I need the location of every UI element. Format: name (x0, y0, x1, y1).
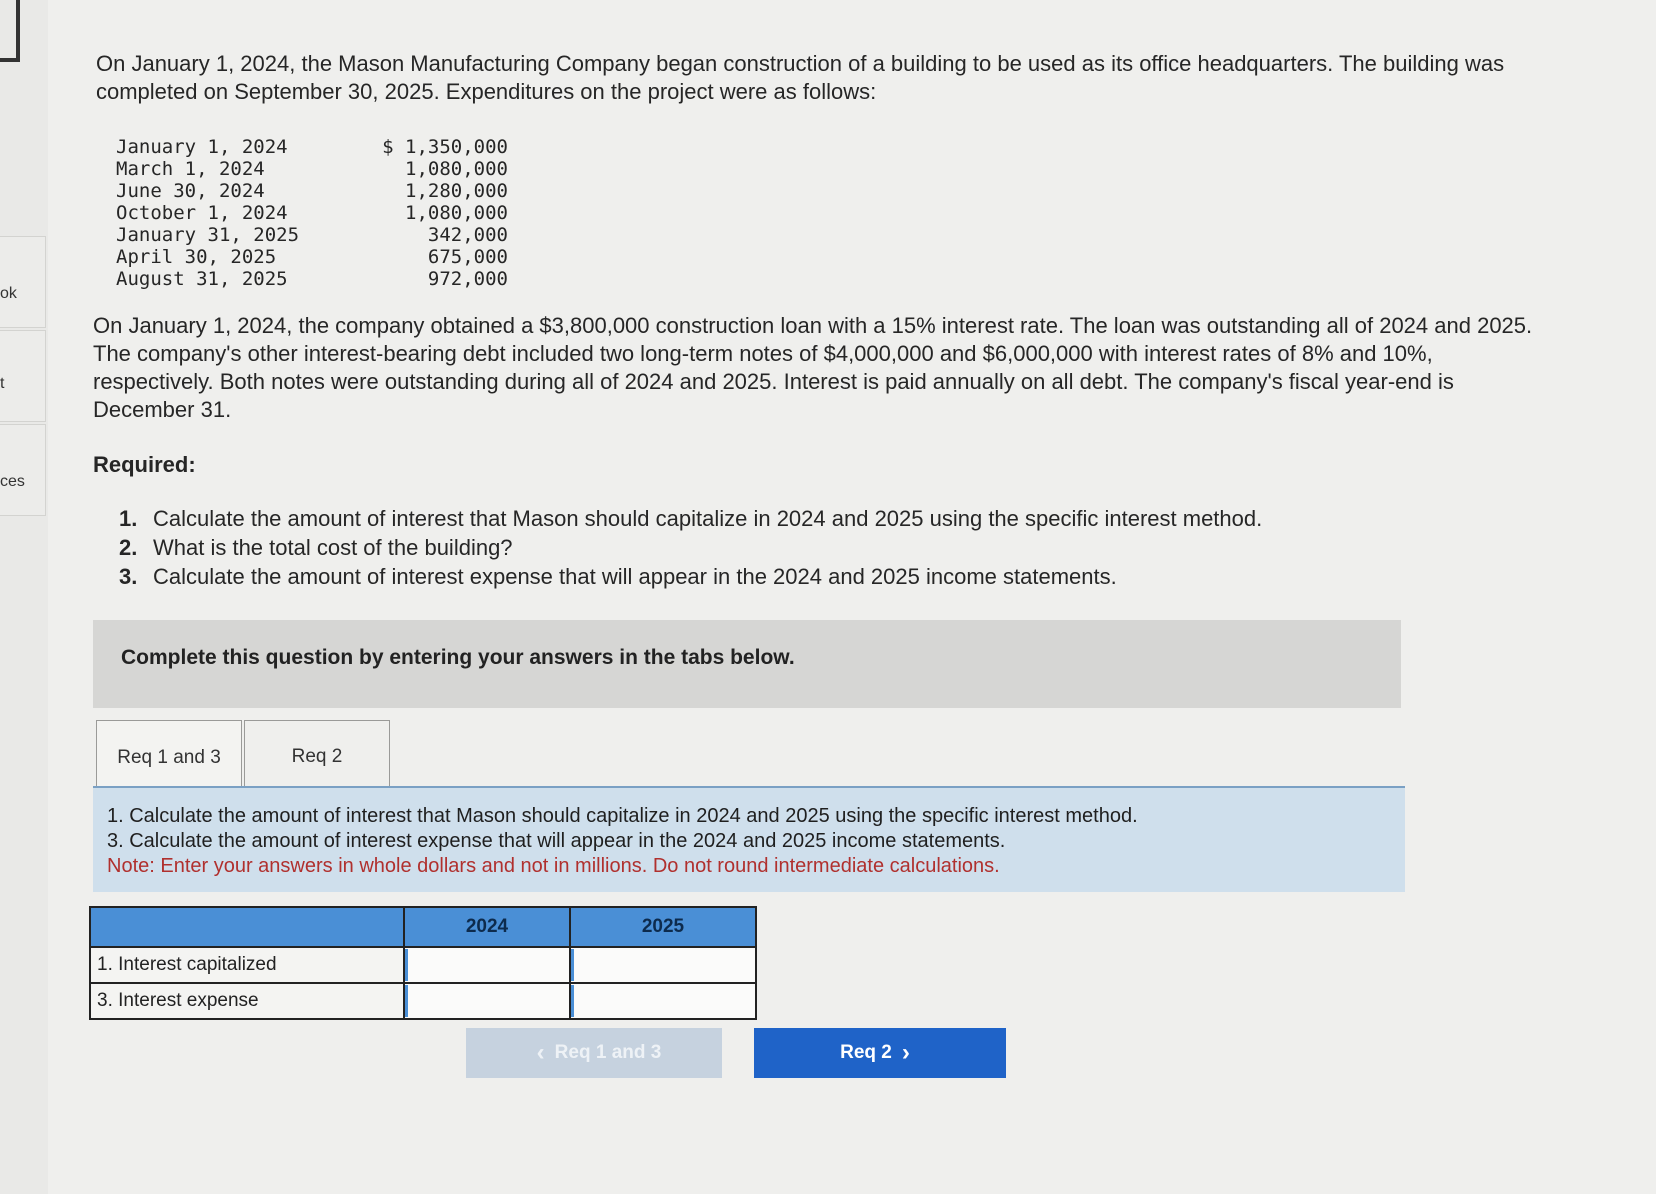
table-row (116, 136, 508, 158)
expenditure-amount: 1,280,000 (405, 180, 508, 202)
interest-expense-2025-input[interactable] (571, 985, 755, 1017)
chevron-right-icon: › (901, 1039, 910, 1066)
answer-table (89, 906, 757, 1020)
expenditures-table (116, 136, 508, 290)
expenditure-date: January 31, 2025 (116, 224, 300, 246)
expenditure-date: October 1, 2024 (116, 202, 288, 224)
problem-intro: On January 1, 2024, the Mason Manufacturing Company began construction of a building to be used as its office headquarters. The building was completed on September 30, 2025. Expenditures on the project were as follows: (96, 51, 1505, 104)
column-header (90, 907, 404, 947)
instruction-line: 3. Calculate the amount of interest expense that will appear in the 2024 and 2025 income statements. (107, 830, 1006, 852)
sidebar-item-ebook[interactable] (0, 236, 46, 328)
sidebar-item-label: ces (0, 473, 25, 490)
left-sidebar (0, 0, 48, 1194)
sidebar-item-print[interactable] (0, 330, 46, 422)
expenditure-amount: $ 1,350,000 (382, 136, 508, 158)
list-item (119, 504, 1262, 533)
requirements-list (119, 504, 1262, 591)
next-req-button[interactable] (754, 1028, 1006, 1078)
table-row (116, 202, 508, 224)
expenditure-amount: 1,080,000 (405, 158, 508, 180)
expenditure-date: June 30, 2024 (116, 180, 265, 202)
interest-capitalized-2025-cell (570, 947, 756, 983)
tab-req-1-and-3[interactable]: Req 1 and 3 (96, 720, 242, 794)
list-item (119, 562, 1262, 591)
table-row (90, 947, 756, 983)
table-row (116, 158, 508, 180)
expenditure-amount: 675,000 (427, 246, 508, 268)
table-header-row (90, 907, 756, 947)
requirement-text: Calculate the amount of interest that Mason should capitalize in 2024 and 2025 using the specific interest method. (153, 506, 1263, 531)
requirement-number: 1. (119, 506, 138, 531)
prev-req-label: Req 1 and 3 (554, 1042, 662, 1063)
expenditure-date: April 30, 2025 (116, 246, 277, 268)
requirement-text: What is the total cost of the building? (153, 535, 513, 560)
row-label: 3. Interest expense (90, 983, 404, 1019)
required-heading: Required: (93, 452, 196, 477)
table-row (116, 180, 508, 202)
instruction-note: Note: Enter your answers in whole dollars and not in millions. Do not round intermediate calculations. (107, 855, 1000, 877)
expenditure-date: January 1, 2024 (116, 136, 288, 158)
interest-capitalized-2024-input[interactable] (405, 949, 569, 981)
row-label: 1. Interest capitalized (90, 947, 404, 983)
interest-capitalized-2024-cell (404, 947, 570, 983)
tab-req-2[interactable]: Req 2 (244, 720, 390, 794)
interest-expense-2025-cell (570, 983, 756, 1019)
table-row (116, 268, 508, 290)
list-item (119, 533, 1262, 562)
prev-req-button[interactable] (466, 1028, 722, 1078)
sidebar-item-label: t (0, 375, 5, 392)
sidebar-top-mark (0, 0, 20, 62)
column-header: 2025 (570, 907, 756, 947)
interest-expense-2024-cell (404, 983, 570, 1019)
interest-capitalized-2025-input[interactable] (571, 949, 755, 981)
interest-expense-2024-input[interactable] (405, 985, 569, 1017)
loan-description: On January 1, 2024, the company obtained a $3,800,000 construction loan with a 15% interest rate. The loan was outstanding all of 2024 and 2025. The company's other interest-bearing debt included two long-term notes of $4,000,000 and $6,000,000 with interest rates of 8% and 10%, respectively. Both notes were outstanding during all of 2024 and 2025. Interest is paid annually on all debt. The company's fiscal year-end is December 31. (93, 313, 1533, 422)
chevron-left-icon: ‹ (536, 1039, 545, 1066)
expenditure-date: March 1, 2024 (116, 158, 265, 180)
column-header: 2024 (404, 907, 570, 947)
requirement-number: 2. (119, 535, 138, 560)
complete-banner-text: Complete this question by entering your answers in the tabs below. (121, 646, 795, 669)
expenditure-amount: 342,000 (427, 224, 508, 246)
expenditure-amount: 1,080,000 (405, 202, 508, 224)
requirement-number: 3. (119, 564, 138, 589)
expenditure-amount: 972,000 (427, 268, 508, 290)
table-row (90, 983, 756, 1019)
expenditure-date: August 31, 2025 (116, 268, 288, 290)
table-row (116, 224, 508, 246)
requirement-text: Calculate the amount of interest expense that will appear in the 2024 and 2025 income statements. (153, 564, 1117, 589)
next-req-label: Req 2 (840, 1042, 892, 1063)
sidebar-item-label: ok (0, 285, 17, 302)
complete-banner (93, 620, 1401, 708)
table-row (116, 246, 508, 268)
sidebar-item-references[interactable] (0, 424, 46, 516)
instruction-line: 1. Calculate the amount of interest that Mason should capitalize in 2024 and 2025 using the specific interest method. (107, 805, 1138, 827)
tab-instructions (93, 788, 1405, 892)
